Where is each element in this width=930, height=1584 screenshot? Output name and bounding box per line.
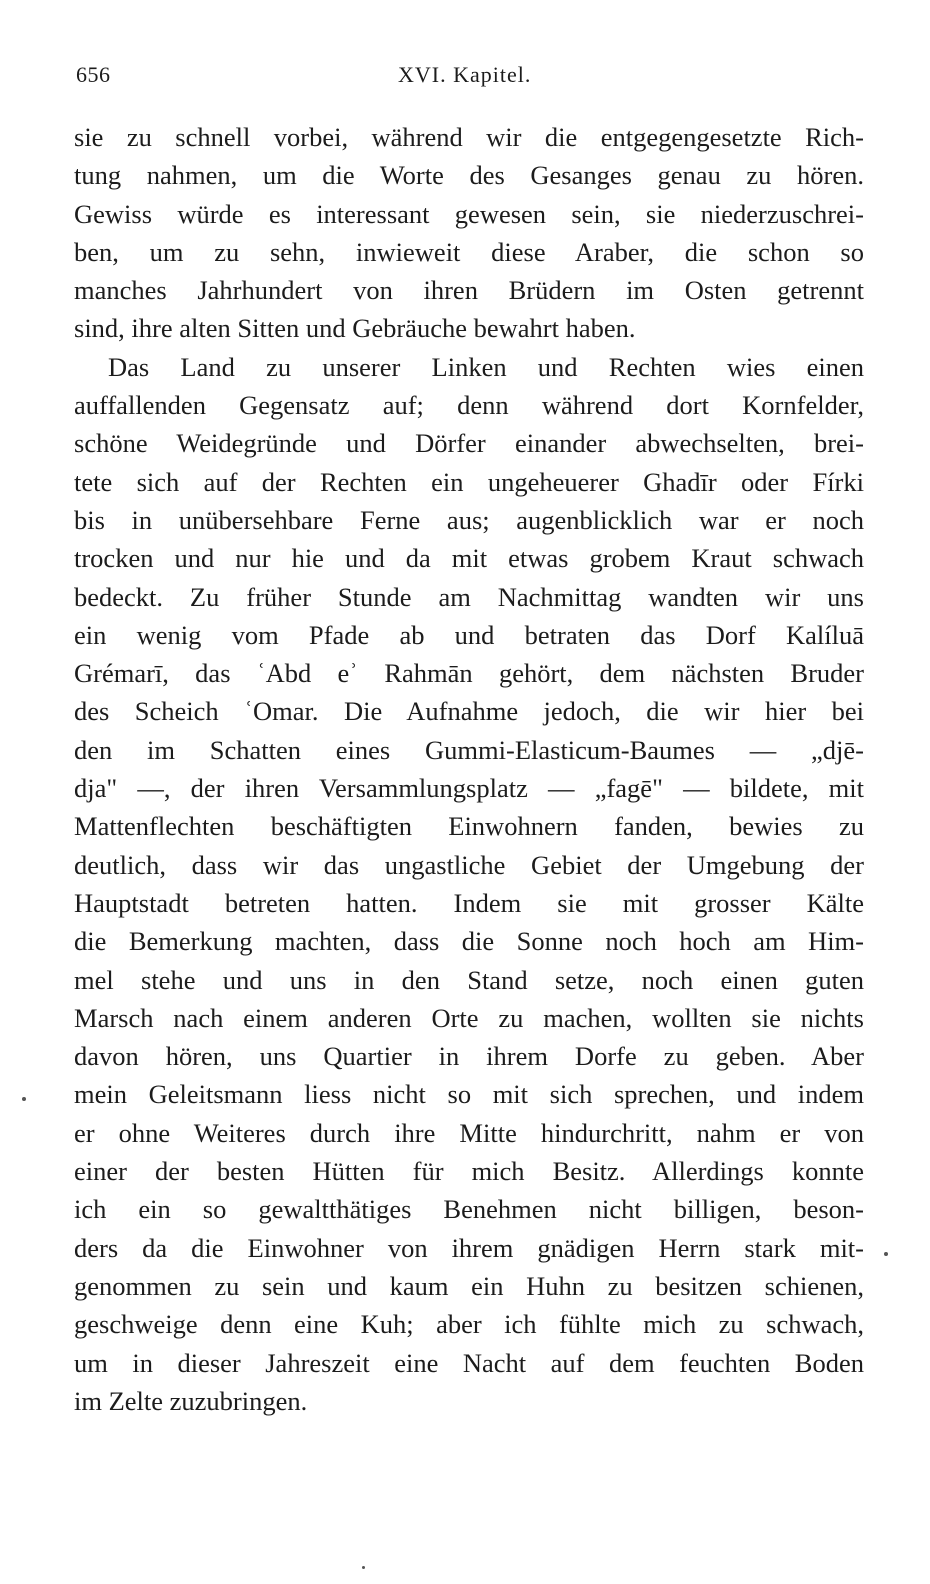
text-line: Das Land zu unserer Linken und Rechten wies einen [108,351,864,382]
scan-speck [884,1252,888,1256]
text-line: bedeckt. Zu früher Stunde am Nachmittag wandten wir uns [74,581,864,612]
text-line: ben, um zu sehn, inwieweit diese Araber, die schon so [74,236,864,267]
page-number: 656 [76,62,111,87]
text-line: einer der besten Hütten für mich Besitz. Allerdings konnte [74,1156,864,1187]
text-line: sind, ihre alten Sitten und Gebräuche bewahrt haben. [74,313,636,344]
text-line: die Bemerkung machten, dass die Sonne noch hoch am Him- [74,926,864,957]
text-line: dja" —, der ihren Versammlungsplatz — „fagē" — bildete, mit [74,773,864,804]
text-line: mel stehe und uns in den Stand setze, noch einen guten [74,964,864,995]
text-line: schöne Weidegründe und Dörfer einander abwechselten, brei- [74,428,864,459]
text-line: Hauptstadt betreten hatten. Indem sie mit grosser Kälte [74,887,864,918]
text-line: Mattenflechten beschäftigten Einwohnern fanden, bewies zu [74,811,864,842]
body-text [74,118,864,1420]
text-line: um in dieser Jahreszeit eine Nacht auf dem feuchten Boden [74,1347,864,1378]
running-head [76,62,866,98]
text-line: manches Jahrhundert von ihren Brüdern im Osten getrennt [74,275,864,306]
text-line: ders da die Einwohner von ihrem gnädigen Herrn stark mit- [74,1232,864,1263]
text-line: ich ein so gewaltthätiges Benehmen nicht billigen, beson- [74,1194,864,1225]
text-line: genommen zu sein und kaum ein Huhn zu besitzen schienen, [74,1270,864,1301]
text-line: geschweige denn eine Kuh; aber ich fühlte mich zu schwach, [74,1309,864,1340]
text-line: des Scheich ʿOmar. Die Aufnahme jedoch, die wir hier bei [74,696,864,727]
text-line: sie zu schnell vorbei, während wir die entgegengesetzte Rich- [74,122,864,152]
text-line: tete sich auf der Rechten ein ungeheuerer Ghadīr oder Fírki [74,466,864,497]
text-line: davon hören, uns Quartier in ihrem Dorfe zu geben. Aber [74,1041,864,1072]
text-line: bis in unübersehbare Ferne aus; augenblicklich war er noch [74,504,864,535]
text-line: trocken und nur hie und da mit etwas grobem Kraut schwach [74,543,864,574]
text-line: mein Geleitsmann liess nicht so mit sich sprechen, und indem [74,1079,864,1110]
scan-speck [362,1566,365,1569]
chapter-title: XVI. Kapitel. [398,62,532,87]
text-line: Marsch nach einem anderen Orte zu machen, wollten sie nichts [74,1002,864,1033]
text-line: Gewiss würde es interessant gewesen sein, sie niederzuschrei- [74,198,864,229]
text-line: er ohne Weiteres durch ihre Mitte hindurchritt, nahm er von [74,1117,864,1148]
scan-speck [22,1097,26,1101]
text-line: tung nahmen, um die Worte des Gesanges genau zu hören. [74,160,864,191]
text-line: den im Schatten eines Gummi-Elasticum-Baumes — „djē- [74,734,864,765]
text-line: Grémarī, das ʿAbd eʾ Rahmān gehört, dem nächsten Bruder [74,658,864,689]
text-line: deutlich, dass wir das ungastliche Gebiet der Umgebung der [74,849,864,880]
text-line: ein wenig vom Pfade ab und betraten das Dorf Kalíluā [74,619,864,650]
text-line: im Zelte zuzubringen. [74,1385,308,1416]
text-line: auffallenden Gegensatz auf; denn während dort Kornfelder, [74,390,864,421]
